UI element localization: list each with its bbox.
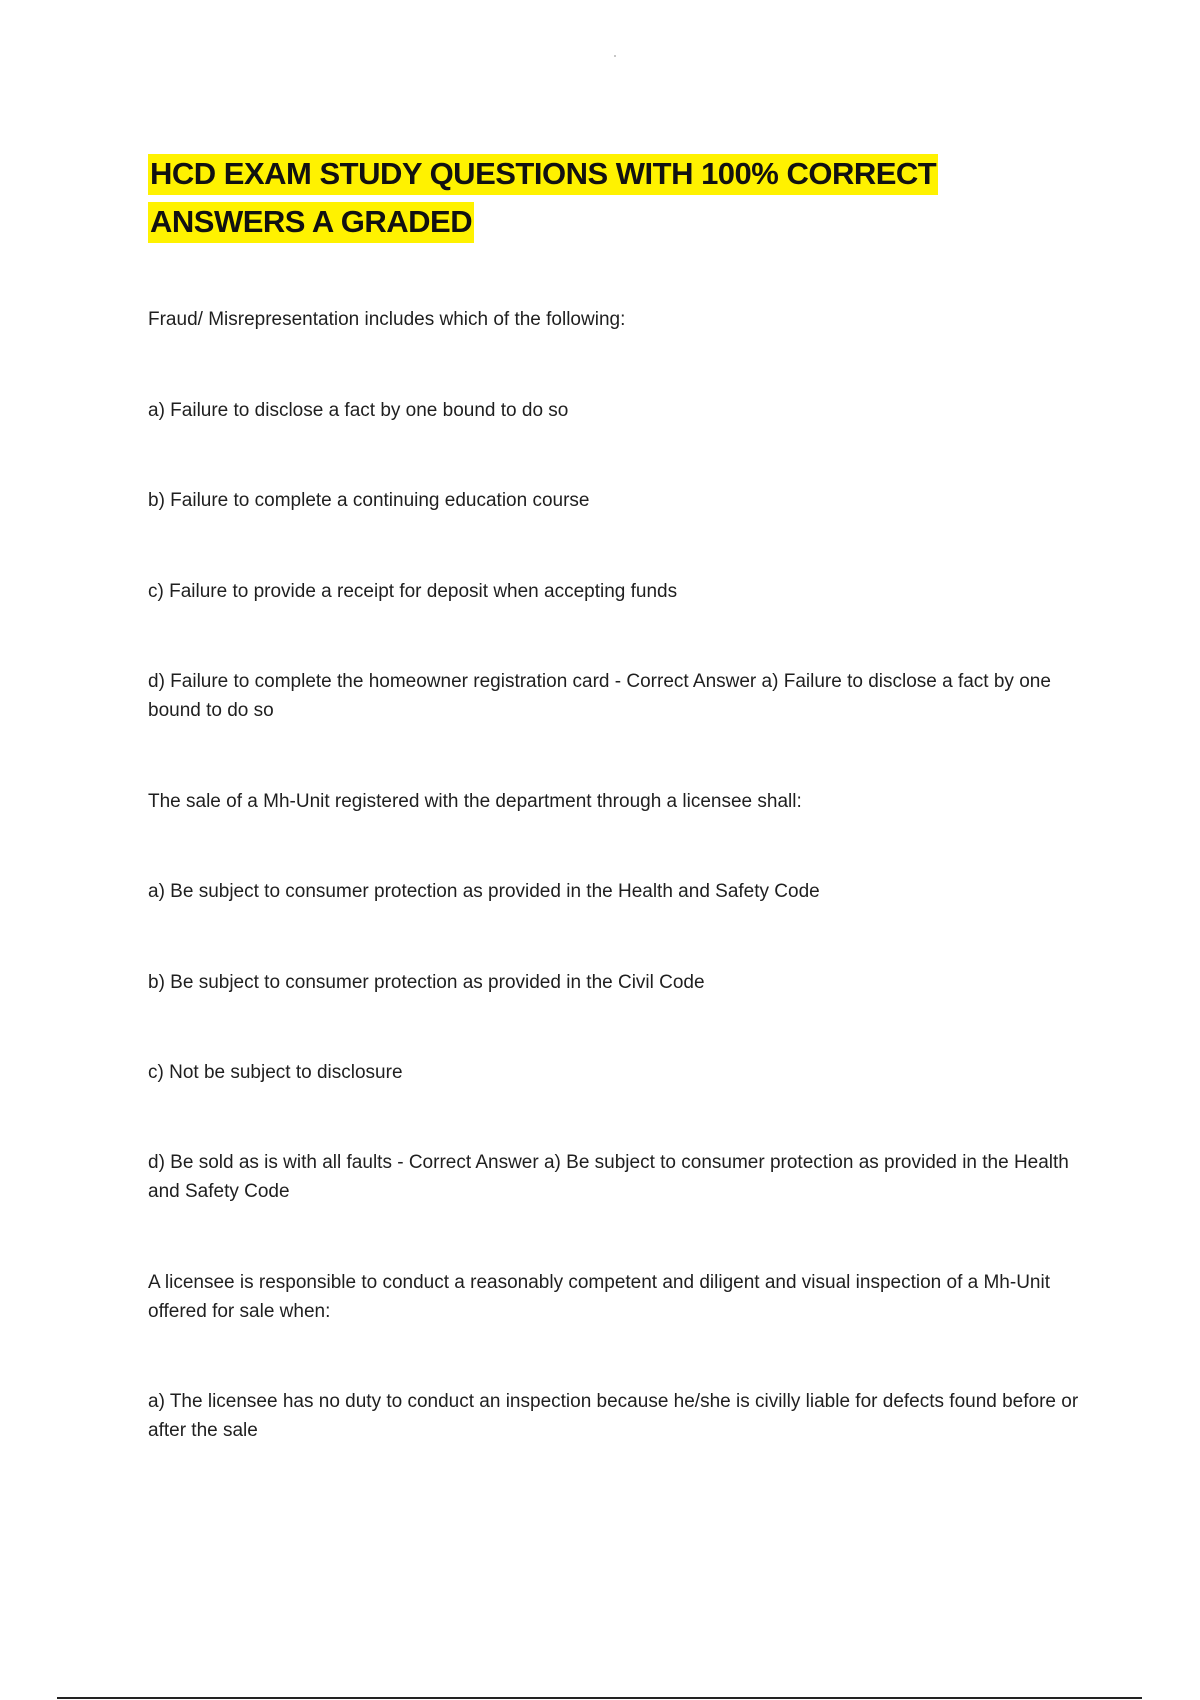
page-bottom-rule: [57, 1697, 1142, 1699]
question-3-option-a: a) The licensee has no duty to conduct an inspection because he/she is civilly liable for defects found before or after the sale: [148, 1391, 1079, 1441]
question-3-prompt: A licensee is responsible to conduct a reasonably competent and diligent and visual inspection of a Mh-Unit offered for sale when:: [148, 1272, 1050, 1322]
question-1-option-a: a) Failure to disclose a fact by one bound to do so: [148, 400, 569, 421]
question-1-prompt: Fraud/ Misrepresentation includes which of the following:: [148, 309, 626, 330]
title-line-2: ANSWERS A GRADED: [148, 202, 474, 243]
question-1-option-d-answer: d) Failure to complete the homeowner registration card - Correct Answer a) Failure to disclose a fact by one bound to do so: [148, 671, 1051, 721]
question-2-option-b: b) Be subject to consumer protection as provided in the Civil Code: [148, 972, 705, 993]
question-2-option-d-answer: d) Be sold as is with all faults - Correct Answer a) Be subject to consumer protection as provided in the Health and Safety Code: [148, 1152, 1069, 1202]
question-2-prompt: The sale of a Mh-Unit registered with the department through a licensee shall:: [148, 791, 802, 812]
question-1-option-b: b) Failure to complete a continuing education course: [148, 490, 590, 511]
question-2-option-c: c) Not be subject to disclosure: [148, 1062, 403, 1083]
question-2-option-a: a) Be subject to consumer protection as provided in the Health and Safety Code: [148, 881, 820, 902]
question-1-option-c: c) Failure to provide a receipt for deposit when accepting funds: [148, 581, 678, 602]
scan-speck: [614, 55, 616, 57]
document-title: [148, 150, 1048, 246]
title-line-1: HCD EXAM STUDY QUESTIONS WITH 100% CORRECT: [148, 154, 938, 195]
